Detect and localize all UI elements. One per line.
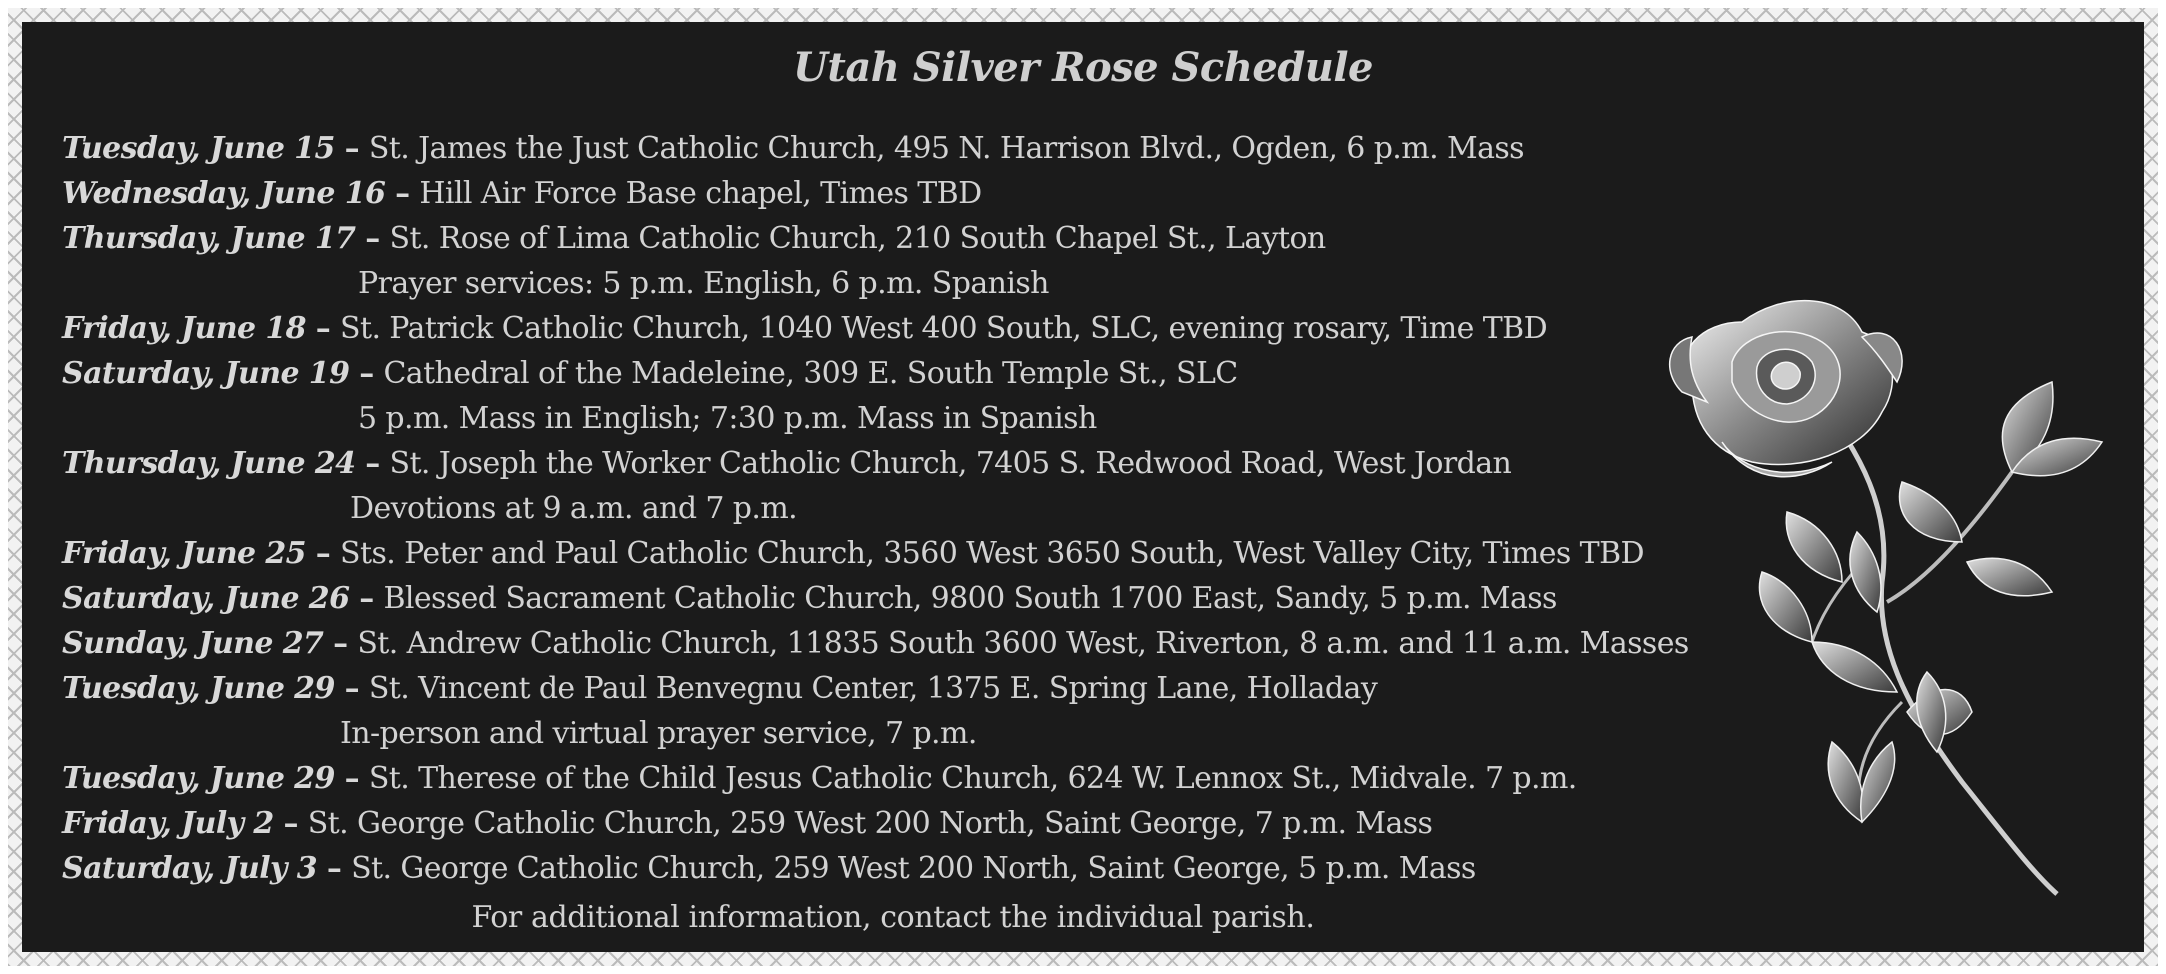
entry-location: Cathedral of the Madeleine, 309 E. South Temple St., SLC (383, 356, 1238, 391)
entry-location: Sts. Peter and Paul Catholic Church, 3560 West 3650 South, West Valley City, Times TBD (340, 536, 1644, 571)
schedule-continuation (62, 711, 1672, 756)
entry-date: Friday, June 18 (62, 311, 306, 346)
decorative-border (8, 8, 2158, 966)
entry-date: Thursday, June 24 (62, 446, 356, 481)
entry-location: St. Vincent de Paul Benvegnu Center, 1375 E. Spring Lane, Holladay (368, 671, 1378, 706)
schedule-entry (62, 126, 1672, 171)
schedule-entry (62, 216, 1672, 261)
entry-separator: – (355, 446, 390, 481)
entry-date: Saturday, June 26 (62, 581, 350, 616)
schedule-entry (62, 576, 1672, 621)
schedule-entry (62, 666, 1672, 711)
footer-note: For additional information, contact the individual parish. (471, 900, 1315, 935)
schedule-continuation (62, 261, 1672, 306)
entry-location: St. Therese of the Child Jesus Catholic Church, 624 W. Lennox St., Midvale. 7 p.m. (368, 761, 1577, 796)
entry-date: Friday, July 2 (62, 806, 274, 841)
entry-date: Friday, June 25 (62, 536, 306, 571)
schedule-entry (62, 801, 1672, 846)
entry-detail: In-person and virtual prayer service, 7 p.m. (340, 716, 977, 751)
page-title: Utah Silver Rose Schedule (792, 44, 1374, 91)
entry-detail: Prayer services: 5 p.m. English, 6 p.m. Spanish (358, 266, 1049, 301)
schedule-continuation (62, 396, 1672, 441)
schedule-entry (62, 621, 1689, 666)
entry-separator: – (334, 671, 369, 706)
entry-separator: – (349, 356, 384, 391)
silver-rose-icon (1662, 282, 2122, 902)
entry-date: Tuesday, June 29 (62, 671, 335, 706)
entry-date: Sunday, June 27 (62, 626, 324, 661)
entry-separator: – (355, 221, 390, 256)
entry-location: St. Patrick Catholic Church, 1040 West 400 South, SLC, evening rosary, Time TBD (340, 311, 1548, 346)
entry-location: St. James the Just Catholic Church, 495 N. Harrison Blvd., Ogden, 6 p.m. Mass (368, 131, 1524, 166)
entry-date: Tuesday, June 29 (62, 761, 335, 796)
entry-location: St. Andrew Catholic Church, 11835 South 3600 West, Riverton, 8 a.m. and 11 a.m. Masses (357, 626, 1689, 661)
entry-separator: – (323, 626, 358, 661)
entry-location: Blessed Sacrament Catholic Church, 9800 South 1700 East, Sandy, 5 p.m. Mass (383, 581, 1557, 616)
entry-separator: – (334, 761, 369, 796)
entry-separator: – (273, 806, 308, 841)
entry-separator: – (385, 176, 420, 211)
entry-detail: Devotions at 9 a.m. and 7 p.m. (350, 491, 798, 526)
schedule-entry (62, 756, 1672, 801)
schedule-entry (62, 846, 1672, 891)
schedule-continuation (62, 486, 1672, 531)
entry-location: St. Joseph the Worker Catholic Church, 7405 S. Redwood Road, West Jordan (389, 446, 1512, 481)
entry-separator: – (317, 851, 352, 886)
schedule-entry (62, 351, 1672, 396)
entry-date: Saturday, July 3 (62, 851, 317, 886)
schedule-entry (62, 306, 1672, 351)
entry-date: Saturday, June 19 (62, 356, 350, 391)
entry-date: Tuesday, June 15 (62, 131, 335, 166)
entry-date: Thursday, June 17 (62, 221, 356, 256)
entry-separator: – (305, 536, 341, 571)
entry-separator: – (334, 131, 369, 166)
entry-separator: – (305, 311, 341, 346)
entry-location: St. George Catholic Church, 259 West 200 North, Saint George, 5 p.m. Mass (351, 851, 1476, 886)
entry-location: Hill Air Force Base chapel, Times TBD (419, 176, 982, 211)
entry-date: Wednesday, June 16 (62, 176, 386, 211)
schedule-list (62, 126, 1689, 891)
entry-separator: – (349, 581, 384, 616)
schedule-entry (62, 171, 1672, 216)
entry-detail: 5 p.m. Mass in English; 7:30 p.m. Mass in Spanish (358, 401, 1097, 436)
entry-location: St. Rose of Lima Catholic Church, 210 South Chapel St., Layton (389, 221, 1326, 256)
schedule-entry (62, 531, 1672, 576)
schedule-panel (22, 22, 2144, 952)
entry-location: St. George Catholic Church, 259 West 200 North, Saint George, 7 p.m. Mass (307, 806, 1433, 841)
schedule-entry (62, 441, 1672, 486)
